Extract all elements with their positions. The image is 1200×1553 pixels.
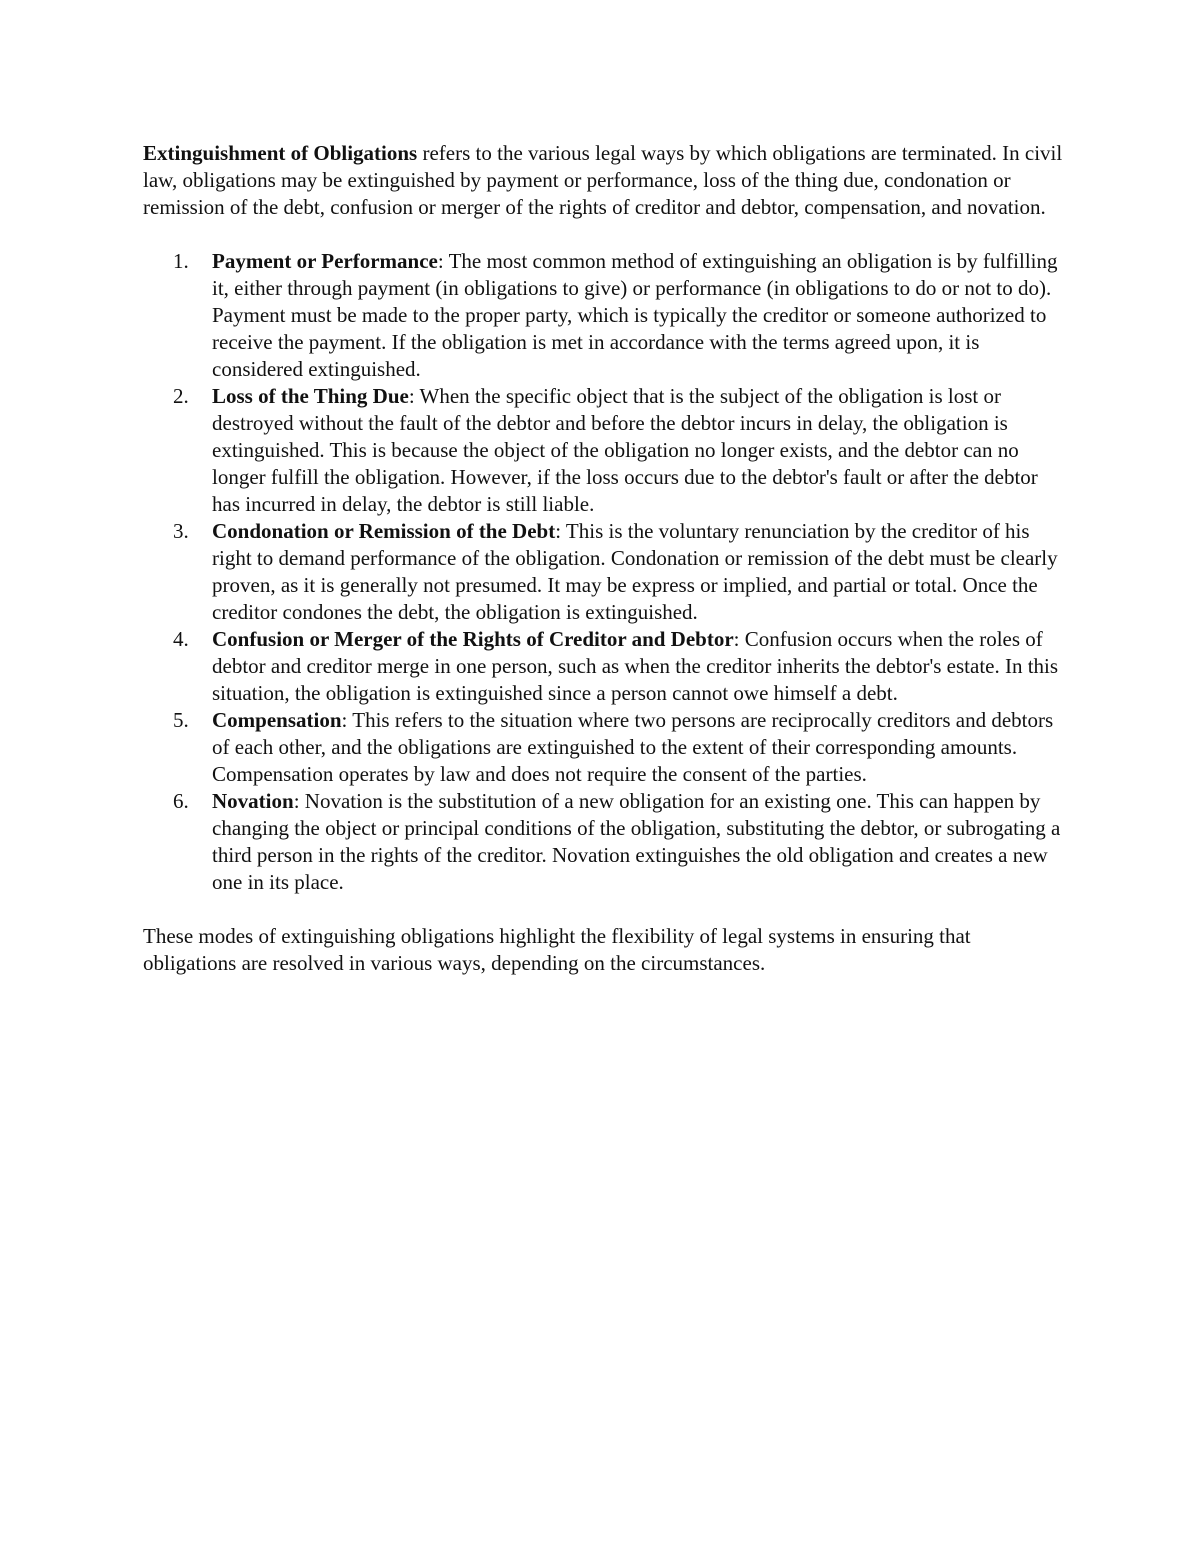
mode-term: Payment or Performance: [212, 249, 438, 273]
list-item: [143, 626, 1063, 707]
intro-paragraph: [143, 140, 1063, 221]
modes-list: [143, 248, 1063, 896]
conclusion-paragraph: These modes of extinguishing obligations highlight the flexibility of legal systems in ensuring that obligations are resolved in various ways, depending on the circumstances.: [143, 924, 971, 975]
document-page: [143, 140, 1063, 977]
list-number: 1.: [173, 249, 189, 273]
mode-text: : When the specific object that is the subject of the obligation is lost or destroyed without the fault of the debtor and before the debtor incurs in delay, the obligation is extinguished. This is because the object of the obligation no longer exists, and the debtor can no longer fulfill the obligation. However, if the loss occurs due to the debtor's fault or after the debtor has incurred in delay, the debtor is still liable.: [212, 384, 1038, 516]
list-number: 3.: [173, 519, 189, 543]
mode-term: Condonation or Remission of the Debt: [212, 519, 556, 543]
mode-text: : Novation is the substitution of a new obligation for an existing one. This can happen by changing the object or principal conditions of the obligation, substituting the debtor, or subrogating a third person in the rights of the creditor. Novation extinguishes the old obligation and creates a new one in its place.: [212, 789, 1061, 894]
list-item: [143, 788, 1063, 896]
list-number: 6.: [173, 789, 189, 813]
mode-text: : This is the voluntary renunciation by the creditor of his right to demand performance of the obligation. Condonation or remission of the debt must be clearly proven, as it is generally not presumed. It may be express or implied, and partial or total. Once the creditor condones the debt, the obligation is extinguished.: [212, 519, 1058, 624]
intro-text: refers to the various legal ways by which obligations are terminated. In civil law, obligations may be extinguished by payment or performance, loss of the thing due, condonation or remission of the debt, confusion or merger of the rights of creditor and debtor, compensation, and novation.: [143, 141, 1063, 219]
list-item: [143, 518, 1063, 626]
mode-text: : The most common method of extinguishing an obligation is by fulfilling it, either through payment (in obligations to give) or performance (in obligations to do or not to do). Payment must be made to the proper party, which is typically the creditor or someone authorized to receive the payment. If the obligation is met in accordance with the terms agreed upon, it is considered extinguished.: [212, 249, 1058, 381]
mode-term: Novation: [212, 789, 294, 813]
mode-text: : This refers to the situation where two persons are reciprocally creditors and debtors of each other, and the obligations are extinguished to the extent of their corresponding amounts. Compensation operates by law and does not require the consent of the parties.: [212, 708, 1054, 786]
list-item: [143, 383, 1063, 518]
intro-term: Extinguishment of Obligations: [143, 141, 418, 165]
list-item: [143, 248, 1063, 383]
mode-text: : Confusion occurs when the roles of debtor and creditor merge in one person, such as when the creditor inherits the debtor's estate. In this situation, the obligation is extinguished since a person cannot owe himself a debt.: [212, 627, 1059, 705]
list-item: [143, 707, 1063, 788]
list-number: 2.: [173, 384, 189, 408]
list-number: 5.: [173, 708, 189, 732]
mode-term: Loss of the Thing Due: [212, 384, 409, 408]
list-number: 4.: [173, 627, 189, 651]
mode-term: Confusion or Merger of the Rights of Creditor and Debtor: [212, 627, 734, 651]
mode-term: Compensation: [212, 708, 342, 732]
